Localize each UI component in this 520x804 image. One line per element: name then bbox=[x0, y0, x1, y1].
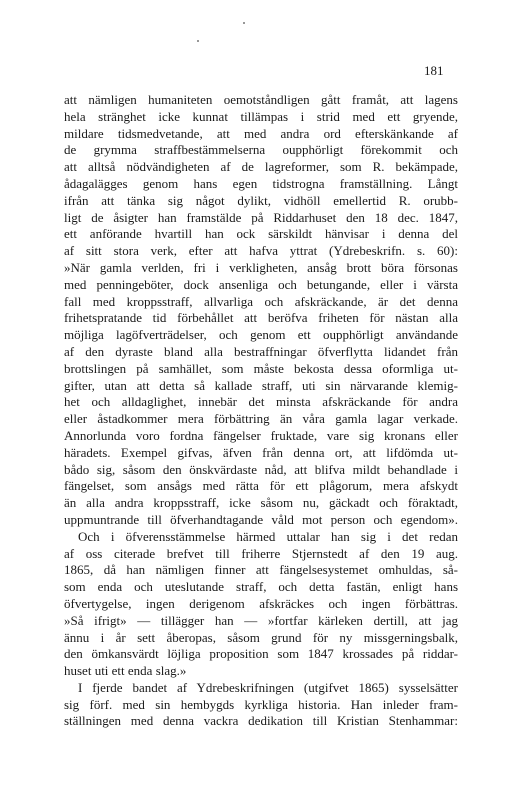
text-line: öfvertygelse, ingen derigenom afskräckes och ingen förbättras. bbox=[64, 595, 458, 611]
text-line: brottslingen på samhället, som måste bekosta dessa oformliga ut- bbox=[64, 360, 458, 376]
text-line: mildare tidsmedvetande, att med andra ord efterskänkande af bbox=[64, 125, 458, 141]
text-line: den ömkansvärdt löjliga proposition som 1847 krossades på riddar- bbox=[64, 646, 458, 662]
text-line: ställningen med denna vackra dedikation till Kristian Stenhammar: bbox=[64, 713, 458, 729]
text-line: med penningeböter, dock ansenliga och betungande, eller i värsta bbox=[64, 276, 458, 292]
text-line: Annorlunda voro fordna fängelser fruktade, vare sig kronans eller bbox=[64, 427, 458, 443]
paper-speck bbox=[197, 40, 199, 42]
text-line: bådo sig, såsom den önskvärdaste nåd, att blifva mildt behandlade i bbox=[64, 461, 458, 477]
text-line: eller åstadkommer mera förbättring än våra gamla lagar verkade. bbox=[64, 411, 458, 427]
text-line: att alltså nödvändigheten af de lagreformer, som R. bekämpade, bbox=[64, 159, 458, 175]
paper-speck bbox=[243, 22, 245, 24]
text-line: frihetspratande tid förbehållet att beröfva friheten för nästan alla bbox=[64, 310, 458, 326]
text-line: sig förf. med sin hembygds kyrkliga historia. Han inleder fram- bbox=[64, 696, 458, 712]
text-line: ett anförande hvartill han ock särskildt hänvisar i denna del bbox=[64, 226, 458, 242]
text-line: ännu i år sett åberopas, såsom grund för ny missgerningsbalk, bbox=[64, 629, 458, 645]
text-line: huset uti ett enda slag.» bbox=[64, 663, 187, 679]
text-line: hela stränghet icke kunnat tillämpas i strid med ett gryende, bbox=[64, 108, 458, 124]
text-line: het och alldaglighet, innebär det minsta afskräckande för andra bbox=[64, 394, 458, 410]
text-line: än alla andra kroppsstraff, icke såsom nu, gäckadt och föraktadt, bbox=[64, 495, 458, 511]
text-line: fängelset, som ansågs med rätta för ett plågorum, mera afskydt bbox=[64, 478, 458, 494]
text-line: Och i öfverensstämmelse härmed uttalar han sig i det redan bbox=[78, 528, 458, 544]
text-line: att nämligen humaniteten oemotståndligen gått framåt, att lagens bbox=[64, 92, 458, 107]
text-line: »När gamla verlden, fri i verkligheten, ansåg brott böra försonas bbox=[64, 259, 458, 275]
text-line: I fjerde bandet af Ydrebeskrifningen (utgifvet 1865) sysselsätter bbox=[78, 679, 458, 695]
text-line: af oss citerade brefvet till friherre Stjernstedt af den 19 aug. bbox=[64, 545, 458, 561]
text-line: häradets. Exempel gifvas, äfven från denna ort, att lifdömda ut- bbox=[64, 444, 458, 460]
text-line: af den dyraste bland alla bestraffningar öfverflytta lidandet från bbox=[64, 343, 458, 359]
text-line: ligt de åsigter han framstälde på Riddarhuset den 18 dec. 1847, bbox=[64, 209, 458, 225]
text-line: 1865, då han nämligen finner att fängelsesystemet omhuldas, så- bbox=[64, 562, 458, 578]
body-text bbox=[64, 92, 458, 730]
text-line: af sitt stora verk, efter att hafva yttrat (Ydrebeskrifn. s. 60): bbox=[64, 243, 458, 259]
text-line: ådagalägges genom hans egen tidstrogna framställning. Långt bbox=[64, 175, 458, 191]
text-line: uppmuntrande till öfverhandtagande våld mot person och egendom». bbox=[64, 511, 458, 527]
text-line: ifrån att tänka sig något dylikt, vidhöll emellertid R. orubb- bbox=[64, 192, 458, 208]
text-line: gifter, utan att detta så kallade straff, uti sin närvarande klemig- bbox=[64, 377, 458, 393]
text-line: som enda och uteslutande straff, och detta fastän, enligt hans bbox=[64, 579, 458, 595]
text-line: de grymma straffbestämmelserna oupphörligt förekommit och bbox=[64, 142, 458, 158]
text-line: »Så ifrigt» — tillägger han — »fortfar kärleken dertill, att jag bbox=[64, 612, 458, 628]
page-number: 181 bbox=[424, 63, 444, 78]
text-line: möjliga lagöfverträdelser, och genom ett oupphörligt användande bbox=[64, 327, 458, 343]
text-line: fall med kroppsstraff, allvarliga och afskräckande, är det denna bbox=[64, 293, 458, 309]
